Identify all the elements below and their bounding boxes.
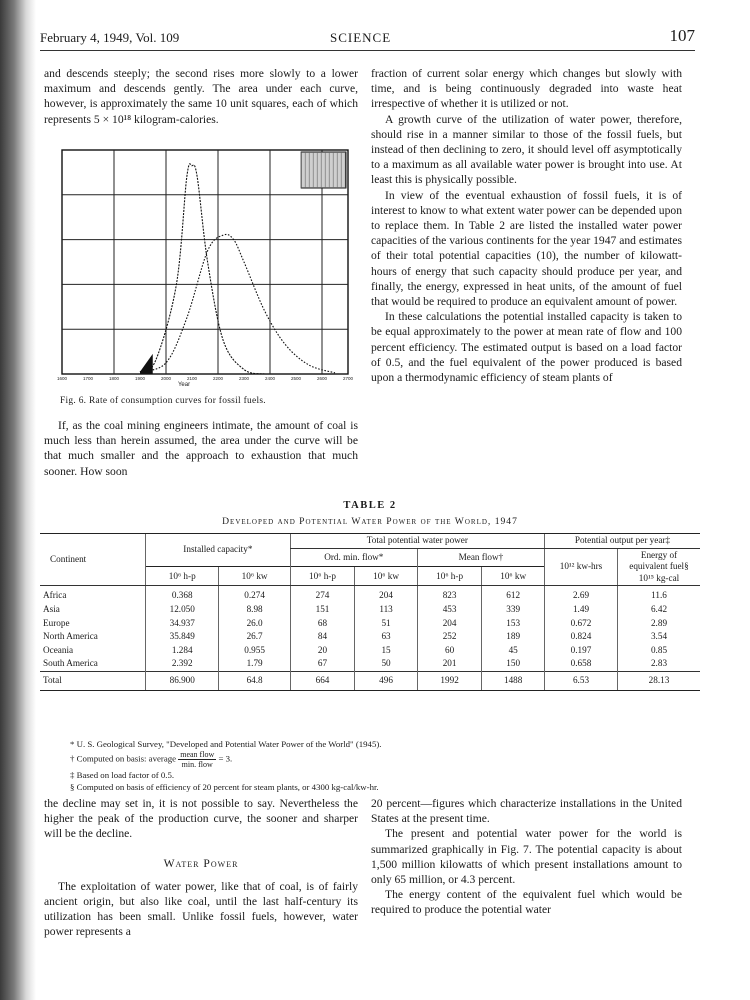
paragraph: The present and potential water power for the world is summarized graphically in Fig. 7. The potential capacity is about 1,500 million kilowatts of which present installations amount to only 65 million, or 4.3 percent. — [371, 827, 682, 887]
paragraph: If, as the coal mining engineers intimate, the amount of coal is much less than herein assumed, the area under the curve will be that much smaller and the approach to exhaustion that much sooner. How soon — [44, 419, 358, 478]
header-installed: Installed capacity* — [146, 534, 291, 567]
cell-inst-kw: 1.79 — [219, 657, 290, 671]
cell-continent: Oceania — [43, 644, 74, 655]
cell-mean-kw: 45 — [482, 644, 545, 658]
cell-mean-hp: 60 — [417, 644, 482, 658]
cell-energy: 2.89 — [618, 617, 701, 631]
paragraph: the decline may set in, it is not possible to say. Nevertheless the higher the peak of the production curve, the sooner and sharper will be the decline. — [44, 797, 358, 841]
cell-inst-hp: 34.937 — [146, 617, 219, 631]
header-ord-min: Ord. min. flow* — [290, 548, 417, 567]
footnote: § Computed on basis of efficiency of 20 percent for steam plants, or 4300 kg-cal/kw-hr. — [70, 782, 379, 793]
column-left-mid — [44, 418, 358, 479]
cell-continent: Asia — [43, 603, 60, 614]
paragraph: The exploitation of water power, like that of coal, is of fairly ancient origin, but also like coal, until the last half-century its utilization has been small. Unlike fossil fuels, however, water power represents a — [44, 879, 358, 939]
cell-ord-kw: 113 — [355, 603, 418, 617]
cell-ord-hp: 20 — [290, 644, 355, 658]
cell-ord-hp: 68 — [290, 617, 355, 631]
footnote-text: † Computed on basis: average — [70, 753, 177, 764]
cell-mean-kw: 339 — [482, 603, 545, 617]
x-axis-label: Year — [177, 382, 191, 388]
fraction — [178, 750, 216, 769]
x-tick-label: 2500 — [290, 376, 302, 381]
x-tick-label: 2300 — [238, 376, 250, 381]
chart-grid — [62, 150, 348, 374]
table-row — [40, 644, 700, 658]
cell-mean-hp: 204 — [417, 617, 482, 631]
section-heading: Water Power — [163, 856, 239, 870]
cell-mean-hp: 201 — [417, 657, 482, 671]
cell-inst-kw: 64.8 — [219, 671, 290, 690]
cell-mean-kw: 150 — [482, 657, 545, 671]
cell-mean-kw: 1488 — [482, 671, 545, 690]
table-row — [40, 630, 700, 644]
cell-ord-kw: 15 — [355, 644, 418, 658]
cell-energy: 6.42 — [618, 603, 701, 617]
header-potential-output: Potential output per year‡ — [545, 534, 701, 549]
chart-ticks — [57, 376, 354, 381]
x-tick-label: 1900 — [134, 376, 146, 381]
cell-kwhrs: 0.672 — [545, 617, 618, 631]
table-footnotes — [70, 738, 690, 794]
unit-hp: 10⁶ h-p — [417, 567, 482, 586]
cell-ord-kw: 63 — [355, 630, 418, 644]
series-line-1 — [140, 164, 265, 374]
cell-continent: Total — [40, 671, 146, 690]
footnote: * U. S. Geological Survey, "Developed and Potential Water Power of the World" (1945). — [70, 739, 382, 749]
x-tick-label: 2100 — [186, 376, 198, 381]
cell-kwhrs: 6.53 — [545, 671, 618, 690]
paragraph: and descends steeply; the second rises more slowly to a lower maximum and descends gently. The area under each curve, however, is approximately the same 10 unit squares, each of which represents 5 × 10¹⁸ kilogram-calories. — [44, 67, 358, 126]
inset-box — [301, 152, 346, 188]
cell-ord-hp: 274 — [290, 586, 355, 603]
consumption-chart — [44, 148, 358, 388]
cell-mean-kw: 153 — [482, 617, 545, 631]
unit-hp: 10⁶ h-p — [290, 567, 355, 586]
header-continent: Continent — [40, 534, 146, 586]
x-tick-label: 2400 — [264, 376, 276, 381]
cell-inst-kw: 26.0 — [219, 617, 290, 631]
paragraph: 20 percent—figures which characterize installations in the United States at the present time. — [371, 797, 682, 826]
unit-kw: 10⁶ kw — [219, 567, 290, 586]
header-rule — [40, 50, 695, 51]
paragraph: In these calculations the potential installed capacity is taken to be equal approximately to the power at mean rate of flow and 100 percent efficiency. The estimated output is based on a load factor of 0.5, and the fuel equivalent of the power produced is based upon a thermodynamic efficiency of steam plants of — [371, 310, 682, 385]
cell-ord-hp: 84 — [290, 630, 355, 644]
x-tick-label: 2200 — [212, 376, 224, 381]
page-number: 107 — [669, 26, 695, 45]
cell-energy: 3.54 — [618, 630, 701, 644]
x-tick-label: 1600 — [56, 376, 68, 381]
cell-mean-hp: 1992 — [417, 671, 482, 690]
cell-continent: Europe — [43, 617, 70, 628]
unit-kw: 10⁶ kw — [355, 567, 418, 586]
cell-inst-hp: 1.284 — [146, 644, 219, 658]
cell-ord-kw: 496 — [355, 671, 418, 690]
cell-mean-hp: 823 — [417, 586, 482, 603]
column-right-top — [371, 66, 682, 385]
footnote — [70, 750, 690, 769]
cell-ord-kw: 51 — [355, 617, 418, 631]
cell-mean-kw: 612 — [482, 586, 545, 603]
paragraph: fraction of current solar energy which changes but slowly with time, and is being continuously degraded into waste heat irrespective of whether it is utilized or not. — [371, 67, 682, 111]
cell-inst-hp: 35.849 — [146, 630, 219, 644]
journal-name: SCIENCE — [330, 30, 392, 45]
figure-caption: Fig. 6. Rate of consumption curves for fossil fuels. — [60, 396, 266, 406]
cell-inst-hp: 2.392 — [146, 657, 219, 671]
issue-date: February 4, 1949, Vol. 109 — [40, 30, 180, 45]
cell-inst-kw: 26.7 — [219, 630, 290, 644]
table-row — [40, 671, 700, 690]
cell-kwhrs: 0.197 — [545, 644, 618, 658]
x-tick-label: 2700 — [342, 376, 354, 381]
running-header — [40, 28, 695, 50]
series-line-2 — [140, 234, 335, 372]
x-tick-label: 2000 — [160, 376, 172, 381]
unit-kw: 10⁶ kw — [482, 567, 545, 586]
cell-ord-hp: 664 — [290, 671, 355, 690]
cell-continent: South America — [43, 658, 98, 669]
cell-mean-hp: 252 — [417, 630, 482, 644]
cell-kwhrs: 0.658 — [545, 657, 618, 671]
header-kwhrs: 10¹² kw-hrs — [545, 548, 618, 586]
cell-ord-kw: 204 — [355, 586, 418, 603]
cell-inst-kw: 0.955 — [219, 644, 290, 658]
fraction-denominator: min. flow — [181, 760, 213, 770]
cell-inst-kw: 0.274 — [219, 586, 290, 603]
cell-continent: Africa — [43, 590, 67, 601]
cell-kwhrs: 0.824 — [545, 630, 618, 644]
paragraph: A growth curve of the utilization of water power, therefore, should rise in a manner similar to those of the fossil fuels, but instead of then declining to zero, it should level off asymptotically to a maximum as all available water power is brought into use. At least this is physically possible. — [371, 112, 682, 187]
header-energy: Energy of equivalent fuel§ 10¹⁵ kg-cal — [618, 548, 701, 586]
chart-curves — [140, 164, 335, 374]
scan-binding-edge — [0, 0, 36, 1000]
cell-inst-hp: 12.050 — [146, 603, 219, 617]
header-mean-flow: Mean flow† — [417, 548, 544, 567]
cell-ord-hp: 151 — [290, 603, 355, 617]
paragraph: The energy content of the equivalent fuel which would be required to produce the potential water — [371, 888, 682, 917]
x-tick-label: 1700 — [82, 376, 94, 381]
table-row — [40, 657, 700, 671]
x-tick-label: 1800 — [108, 376, 120, 381]
column-right-bottom — [371, 796, 682, 918]
cell-inst-kw: 8.98 — [219, 603, 290, 617]
cell-kwhrs: 2.69 — [545, 586, 618, 603]
paragraph: In view of the eventual exhaustion of fossil fuels, it is of interest to know to what extent water power can be depended upon to replace them. In Table 2 are listed the installed water power capacities of the various continents for the year 1947 and estimates of their total potential capacities (10), the number of kilowatt-hours of energy that such capacity should produce per year, and finally, the energy, expressed in heat units, of the amount of fuel that would be required to produce an equivalent amount of power. — [371, 188, 682, 309]
cell-continent: North America — [43, 631, 98, 642]
header-total-potential: Total potential water power — [290, 534, 544, 549]
table-row — [40, 603, 700, 617]
column-left-top — [44, 66, 358, 127]
cell-inst-hp: 86.900 — [146, 671, 219, 690]
unit-hp: 10⁶ h-p — [146, 567, 219, 586]
table-row — [40, 586, 700, 603]
table-title: TABLE 2 — [343, 500, 397, 511]
cell-energy: 28.13 — [618, 671, 701, 690]
cell-ord-kw: 50 — [355, 657, 418, 671]
cell-inst-hp: 0.368 — [146, 586, 219, 603]
cell-mean-kw: 189 — [482, 630, 545, 644]
cell-kwhrs: 1.49 — [545, 603, 618, 617]
column-left-bottom — [44, 796, 358, 940]
table-subtitle: Developed and Potential Water Power of the World, 1947 — [222, 516, 518, 527]
footnote: ‡ Based on load factor of 0.5. — [70, 770, 175, 781]
figure-6 — [44, 148, 358, 388]
footnote-text: = 3. — [218, 753, 233, 764]
cell-energy: 11.6 — [618, 586, 701, 603]
x-tick-label: 2600 — [316, 376, 328, 381]
water-power-table — [40, 533, 700, 691]
cell-ord-hp: 67 — [290, 657, 355, 671]
table-row — [40, 617, 700, 631]
fraction-numerator: mean flow — [180, 750, 215, 760]
cell-mean-hp: 453 — [417, 603, 482, 617]
cell-energy: 0.85 — [618, 644, 701, 658]
cell-energy: 2.83 — [618, 657, 701, 671]
